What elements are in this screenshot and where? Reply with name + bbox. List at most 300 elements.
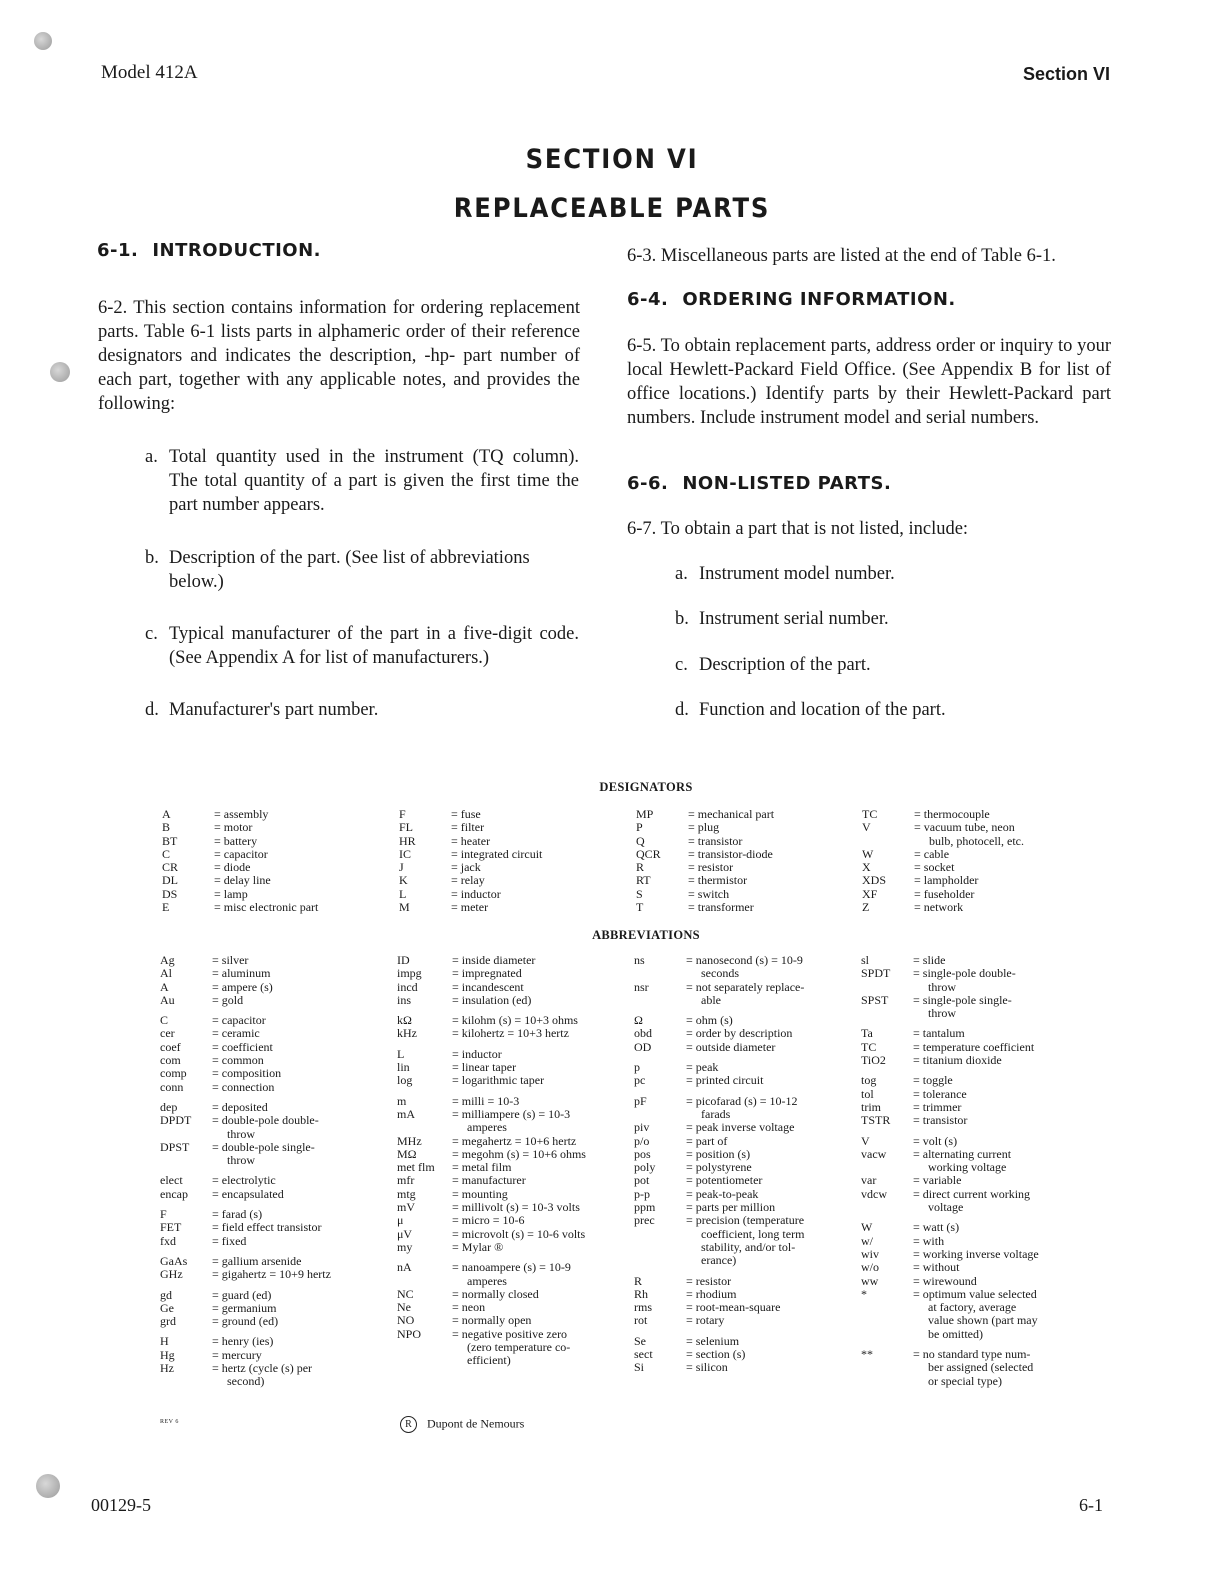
row-description: = coefficient [212, 1039, 273, 1054]
row-code: log [397, 1073, 413, 1088]
row-description: = direct current working [913, 1186, 1031, 1201]
row-code: QCR [636, 846, 661, 861]
heading-number: 6-1. [97, 240, 139, 261]
row-code: ww [861, 1273, 879, 1288]
table-row [162, 888, 372, 901]
row-description: = incandescent [452, 979, 524, 994]
table-row [861, 1101, 1076, 1114]
row-code: pot [634, 1173, 650, 1188]
row-code: incd [397, 979, 418, 994]
non-listed-item-b: b. Instrument serial number. [675, 609, 889, 629]
row-code: A [160, 979, 169, 994]
row-description: = ohm (s) [686, 1013, 733, 1028]
footnote-text: Dupont de Nemours [427, 1416, 525, 1431]
row-description: = double-pole double- [212, 1113, 319, 1128]
doc-number: 00129-5 [91, 1495, 151, 1515]
table-row [862, 848, 1072, 861]
row-code: T [636, 900, 644, 915]
row-code: gd [160, 1287, 172, 1302]
table-row [634, 1288, 849, 1301]
row-code: K [399, 873, 408, 888]
row-description: = kilohm (s) = 10+3 ohms [452, 1013, 578, 1028]
row-description: = neon [452, 1300, 486, 1315]
row-description: = watt (s) [913, 1220, 960, 1235]
row-description: = wirewound [913, 1273, 977, 1288]
row-description: = connection [212, 1079, 275, 1094]
row-description: = position (s) [686, 1146, 751, 1161]
row-code: sect [634, 1347, 653, 1362]
row-description-continued: throw [227, 1153, 255, 1168]
row-code: V [862, 820, 871, 835]
table-row [399, 861, 609, 874]
row-description: = inductor [451, 886, 501, 901]
row-description: = peak-to-peak [686, 1186, 759, 1201]
table-row [634, 1301, 849, 1314]
row-description: = variable [913, 1173, 962, 1188]
row-gap [861, 1067, 1076, 1074]
table-row [634, 1188, 849, 1201]
row-description: = micro = 10-6 [452, 1213, 525, 1228]
row-code: p [634, 1060, 640, 1075]
row-description: = alternating current [913, 1146, 1012, 1161]
table-row [399, 901, 609, 914]
row-code: RT [636, 873, 651, 888]
row-code: BT [162, 833, 178, 848]
row-description: = composition [212, 1066, 282, 1081]
row-description: = socket [914, 860, 955, 875]
row-description: = megohm (s) = 10+6 ohms [452, 1146, 586, 1161]
table-row [634, 981, 849, 1008]
heading-text: INTRODUCTION. [152, 240, 322, 261]
row-code: B [162, 820, 171, 835]
row-description-continued: efficient) [467, 1353, 511, 1368]
row-description: = vacuum tube, neon [914, 820, 1015, 835]
row-code: ppm [634, 1200, 656, 1215]
table-row [160, 1235, 385, 1248]
table-row [397, 1027, 622, 1040]
row-code: cer [160, 1026, 175, 1041]
row-code: sl [861, 953, 870, 967]
table-row [160, 1315, 385, 1328]
row-code: Se [634, 1333, 646, 1348]
row-description-continued: able [701, 992, 721, 1007]
row-description: = without [913, 1260, 960, 1275]
row-description: = temperature coefficient [913, 1039, 1035, 1054]
row-code: poly [634, 1160, 656, 1175]
row-description: = thermocouple [914, 807, 990, 821]
table-row [399, 848, 609, 861]
row-code: impg [397, 966, 422, 981]
table-row [634, 1275, 849, 1288]
row-code: FL [399, 820, 414, 835]
table-row [397, 1108, 622, 1135]
row-code: X [862, 860, 871, 875]
row-gap [397, 1041, 622, 1048]
intro-paragraph: 6-2. This section contains information for ordering replacement parts. Table 6-1 lists parts in alphameric order of their reference designators and indicates the description, -hp- part number of each part, together with any applicable notes, and provides the following: [98, 298, 580, 414]
row-code: pF [634, 1093, 647, 1108]
table-row [861, 1114, 1076, 1127]
row-code: R [636, 860, 645, 875]
non-listed-heading: 6-6. NON-LISTED PARTS. [627, 473, 892, 494]
row-code: F [399, 807, 406, 821]
row-description: = silicon [686, 1360, 728, 1375]
table-row [397, 1328, 622, 1368]
table-row [861, 1288, 1076, 1341]
table-row [861, 1074, 1076, 1087]
row-code: obd [634, 1026, 652, 1041]
table-row [634, 1041, 849, 1054]
non-listed-paragraph: 6-7. To obtain a part that is not listed, include: [627, 519, 969, 539]
row-description: = logarithmic taper [452, 1073, 545, 1088]
row-code: μV [397, 1226, 413, 1241]
row-code: IC [399, 846, 411, 861]
table-row [399, 808, 609, 821]
row-code: Si [634, 1360, 645, 1375]
row-description: = gallium arsenide [212, 1253, 302, 1268]
row-code: V [861, 1133, 870, 1148]
row-description: = resistor [686, 1273, 732, 1288]
table-row [160, 1174, 385, 1187]
row-code: S [636, 886, 643, 901]
row-description-continued: amperes [467, 1120, 507, 1135]
row-description: = rotary [686, 1313, 725, 1328]
table-row [634, 1348, 849, 1361]
row-code: XF [862, 886, 878, 901]
table-row [636, 888, 846, 901]
row-description: = capacitor [214, 846, 268, 861]
row-code: piv [634, 1120, 650, 1135]
row-code: Au [160, 992, 175, 1007]
row-description: = not separately replace- [686, 979, 805, 994]
row-description-continued: stability, and/or tol- [701, 1239, 796, 1254]
row-description: = fuse [451, 807, 481, 821]
table-row [862, 821, 1072, 848]
table-row [160, 1188, 385, 1201]
row-description: = battery [214, 833, 258, 848]
table-row [397, 1174, 622, 1187]
table-row [162, 901, 372, 914]
row-description: = lamp [214, 886, 248, 901]
row-code: MΩ [397, 1146, 417, 1161]
row-description: = milliampere (s) = 10-3 [452, 1106, 571, 1121]
row-description: = misc electronic part [214, 900, 319, 915]
row-description: = double-pole single- [212, 1139, 315, 1154]
row-code: lin [397, 1060, 410, 1075]
row-code: met flm [397, 1160, 435, 1175]
table-row [636, 808, 846, 821]
row-code: Ag [160, 953, 175, 967]
row-description-continued: erance) [701, 1253, 737, 1268]
row-description-continued: (zero temperature co- [467, 1340, 571, 1355]
non-listed-item-a: a. Instrument model number. [675, 564, 895, 584]
table-row [162, 821, 372, 834]
row-description: = hertz (cycle (s) per [212, 1361, 313, 1376]
row-code: prec [634, 1213, 655, 1228]
row-code: w/o [861, 1260, 879, 1275]
row-description: = printed circuit [686, 1073, 764, 1088]
row-code: J [399, 860, 404, 875]
introduction-heading [97, 240, 321, 261]
non-listed-item-c: c. Description of the part. [675, 655, 871, 675]
row-code: NC [397, 1286, 414, 1301]
row-gap [861, 1128, 1076, 1135]
table-row [397, 1288, 622, 1301]
row-description: = delay line [214, 873, 271, 888]
row-description: = guard (ed) [212, 1287, 272, 1302]
table-row [861, 1148, 1076, 1175]
row-description: = deposited [212, 1099, 268, 1114]
punch-hole-top [34, 32, 52, 50]
table-row [861, 1261, 1076, 1274]
table-row [160, 981, 385, 994]
row-code: C [162, 846, 171, 861]
row-gap [634, 1054, 849, 1061]
table-row [634, 1074, 849, 1087]
row-description: = peak inverse voltage [686, 1120, 795, 1135]
table-row [636, 901, 846, 914]
table-row [861, 1041, 1076, 1054]
table-row [160, 1081, 385, 1094]
row-description-continued: amperes [467, 1273, 507, 1288]
table-row [634, 1361, 849, 1374]
row-code: L [397, 1046, 405, 1061]
row-description: = normally closed [452, 1286, 539, 1301]
row-code: CR [162, 860, 179, 875]
table-row [636, 861, 846, 874]
table-row [634, 1121, 849, 1134]
row-code: * [861, 1286, 867, 1301]
table-row [861, 994, 1076, 1021]
registered-mark-icon: R [400, 1416, 417, 1433]
table-row [861, 1135, 1076, 1148]
misc-parts-paragraph: 6-3. Miscellaneous parts are listed at the end of Table 6-1. [627, 246, 1056, 266]
section-title: SECTION VI [525, 144, 699, 175]
table-row [397, 1074, 622, 1087]
abbreviations-column-3 [634, 954, 849, 1375]
row-description: = resistor [688, 860, 734, 875]
row-description: = nanoampere (s) = 10-9 [452, 1260, 571, 1275]
revision-mark: REV 6 [160, 1419, 179, 1425]
row-description: = integrated circuit [451, 846, 543, 861]
row-code: nsr [634, 979, 649, 994]
row-description: = order by description [686, 1026, 793, 1041]
row-description: = with [913, 1233, 945, 1248]
row-code: mtg [397, 1186, 416, 1201]
row-description: = part of [686, 1133, 728, 1148]
row-description: = fuseholder [914, 886, 975, 901]
row-description: = no standard type num- [913, 1347, 1031, 1362]
row-description: = polystyrene [686, 1160, 752, 1175]
row-description-continued: farads [701, 1106, 731, 1121]
row-gap [160, 1282, 385, 1289]
row-description: = diode [214, 860, 251, 875]
table-row [861, 1054, 1076, 1067]
table-row [397, 1048, 622, 1061]
row-description-continued: at factory, average [928, 1300, 1017, 1315]
page-number: 6-1 [1079, 1495, 1103, 1515]
intro-item-d: d. Manufacturer's part number. [145, 700, 379, 720]
row-description: = megahertz = 10+6 hertz [452, 1133, 577, 1148]
row-description: = precision (temperature [686, 1213, 805, 1228]
row-description: = toggle [913, 1073, 953, 1088]
row-code: ID [397, 953, 410, 967]
table-row [861, 1027, 1076, 1040]
row-code: H [160, 1334, 169, 1349]
row-code: ** [861, 1347, 873, 1362]
table-row [160, 1067, 385, 1080]
row-gap [160, 1094, 385, 1101]
table-row [160, 1041, 385, 1054]
table-row [397, 1228, 622, 1241]
row-description: = electrolytic [212, 1173, 276, 1188]
table-row [861, 954, 1076, 967]
row-description: = farad (s) [212, 1207, 263, 1222]
row-code: TC [862, 807, 878, 821]
row-description: = network [914, 900, 964, 915]
table-row [636, 848, 846, 861]
row-description-continued: ber assigned (selected [928, 1360, 1034, 1375]
table-row [399, 888, 609, 901]
table-row [162, 835, 372, 848]
row-code: Q [636, 833, 645, 848]
row-code: conn [160, 1079, 184, 1094]
row-description: = mounting [452, 1186, 508, 1201]
row-code: HR [399, 833, 416, 848]
row-description: = henry (ies) [212, 1334, 274, 1349]
row-description-continued: bulb, photocell, etc. [929, 833, 1024, 848]
table-row [397, 1261, 622, 1288]
row-description: = working inverse voltage [913, 1246, 1039, 1261]
row-code: tog [861, 1073, 877, 1088]
table-row [160, 1221, 385, 1234]
row-description: = transistor-diode [688, 846, 773, 861]
row-gap [861, 1214, 1076, 1221]
row-code: vdcw [861, 1186, 887, 1201]
row-gap [634, 1328, 849, 1335]
row-code: SPDT [861, 966, 891, 981]
row-description: = meter [451, 900, 489, 915]
table-row [636, 821, 846, 834]
table-row [397, 1241, 622, 1254]
row-description-continued: coefficient, long term [701, 1226, 805, 1241]
row-description: = heater [451, 833, 491, 848]
table-row [634, 1014, 849, 1027]
table-row [861, 1221, 1076, 1234]
row-code: vacw [861, 1146, 887, 1161]
row-code: rms [634, 1300, 652, 1315]
row-description: = millivolt (s) = 10-3 volts [452, 1200, 580, 1215]
designators-column-2 [399, 808, 609, 914]
row-code: mA [397, 1106, 415, 1121]
table-row [861, 1348, 1076, 1388]
table-row [634, 1201, 849, 1214]
header-section: Section VI [1022, 64, 1110, 84]
row-description: = aluminum [212, 966, 271, 981]
table-row [162, 861, 372, 874]
row-description: = negative positive zero [452, 1326, 568, 1341]
row-description: = titanium dioxide [913, 1053, 1002, 1068]
non-listed-item-d: d. Function and location of the part. [675, 700, 946, 720]
row-code: var [861, 1173, 877, 1188]
row-code: com [160, 1053, 181, 1068]
row-description: = ampere (s) [212, 979, 273, 994]
row-description: = kilohertz = 10+3 hertz [452, 1026, 569, 1041]
table-row [160, 1255, 385, 1268]
row-description: = field effect transistor [212, 1220, 322, 1235]
row-description: = optimum value selected [913, 1286, 1037, 1301]
row-code: A [162, 807, 171, 821]
table-row [160, 1335, 385, 1348]
header-model: Model 412A [101, 62, 198, 83]
table-row [160, 967, 385, 980]
designators-column-3 [636, 808, 846, 914]
table-row [634, 1314, 849, 1327]
row-code: DPST [160, 1139, 190, 1154]
row-description-continued: throw [928, 1006, 956, 1021]
row-code: my [397, 1239, 413, 1254]
row-code: grd [160, 1314, 176, 1329]
row-description: = nanosecond (s) = 10-9 [686, 953, 803, 967]
table-row [862, 861, 1072, 874]
table-row [397, 1201, 622, 1214]
section-subtitle: REPLACEABLE PARTS [453, 193, 771, 224]
table-row [160, 1054, 385, 1067]
row-gap [861, 1020, 1076, 1027]
row-code: Al [160, 966, 172, 981]
table-row [397, 1161, 622, 1174]
row-description: = rhodium [686, 1286, 737, 1301]
row-code: nA [397, 1260, 412, 1275]
row-code: encap [160, 1186, 188, 1201]
row-description: = capacitor [212, 1013, 266, 1028]
row-code: tol [861, 1086, 874, 1101]
row-code: NPO [397, 1326, 422, 1341]
row-code: wiv [861, 1246, 879, 1261]
table-row [160, 1289, 385, 1302]
row-description: = silver [212, 953, 249, 967]
ordering-paragraph: 6-5. To obtain replacement parts, address order or inquiry to your local Hewlett-Packard Field Office. (See Appendix B for list of office locations.) Identify parts by their Hewlett-Packard part numbers. Include instrument model and serial numbers. [627, 336, 1111, 428]
row-code: p-p [634, 1186, 650, 1201]
table-row [162, 848, 372, 861]
row-description: = picofarad (s) = 10-12 [686, 1093, 798, 1108]
table-row [397, 967, 622, 980]
row-description: = switch [688, 886, 730, 901]
row-description: = cable [914, 846, 950, 861]
table-row [160, 1114, 385, 1141]
row-description-continued: be omitted) [928, 1326, 983, 1341]
abbreviations-title: ABBREVIATIONS [592, 928, 700, 942]
table-row [861, 1248, 1076, 1261]
row-code: Ne [397, 1300, 411, 1315]
row-gap [160, 1007, 385, 1014]
row-description: = peak [686, 1060, 719, 1075]
row-code: GHz [160, 1267, 183, 1282]
row-description: = inside diameter [452, 953, 536, 967]
row-description: = section (s) [686, 1347, 746, 1362]
row-code: m [397, 1093, 407, 1108]
row-code: TC [861, 1039, 877, 1054]
row-description: = relay [451, 873, 485, 888]
table-row [634, 1027, 849, 1040]
row-description: = normally open [452, 1313, 532, 1328]
row-description: = tantalum [913, 1026, 965, 1041]
row-description: = mercury [212, 1347, 262, 1362]
table-row [634, 1174, 849, 1187]
table-row [634, 1161, 849, 1174]
row-description: = single-pole double- [913, 966, 1016, 981]
row-description: = root-mean-square [686, 1300, 781, 1315]
table-row [399, 835, 609, 848]
